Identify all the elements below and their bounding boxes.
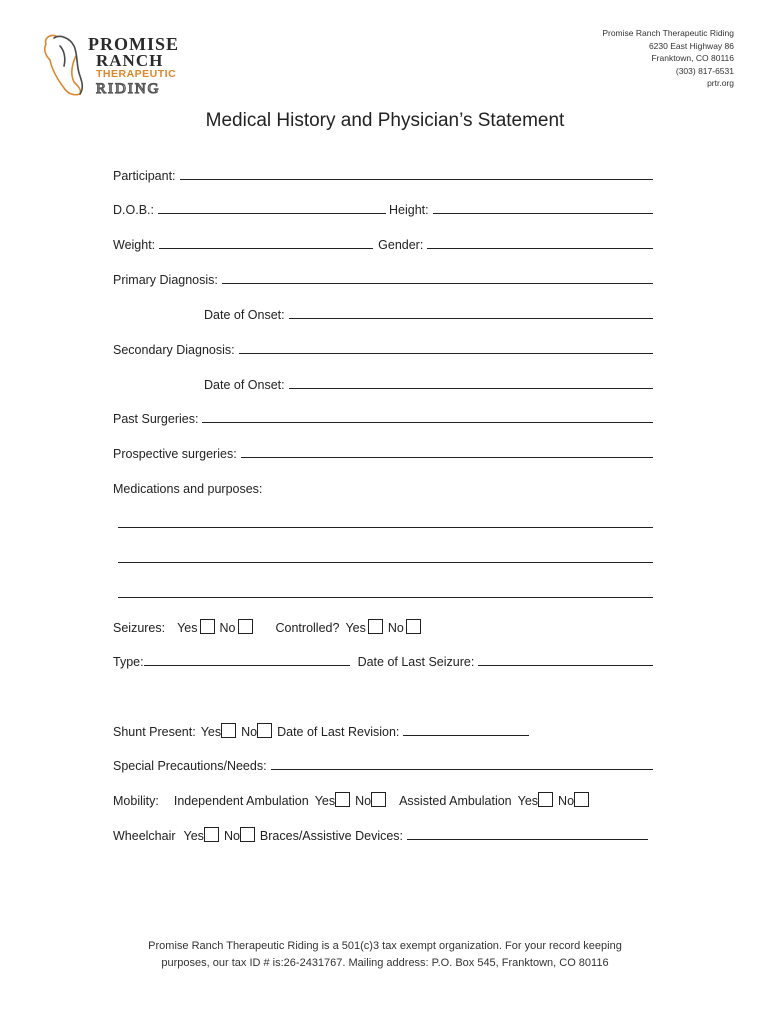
shunt-no-label: No xyxy=(241,725,258,739)
seizure-type-row xyxy=(113,649,653,669)
seizure-type-label: Type: xyxy=(113,655,144,669)
footer-note xyxy=(0,938,770,972)
wheelchair-yes-label: Yes xyxy=(183,829,204,843)
medications-field-3[interactable] xyxy=(118,585,653,598)
past-surgeries-label: Past Surgeries: xyxy=(113,412,199,426)
participant-row xyxy=(113,163,653,183)
wheelchair-no-checkbox[interactable] xyxy=(240,827,255,842)
seizure-type-field[interactable] xyxy=(144,653,350,666)
medications-line-2 xyxy=(118,546,653,566)
shunt-label: Shunt Present: xyxy=(113,725,196,739)
primary-onset-field[interactable] xyxy=(289,306,653,319)
secondary-diagnosis-row xyxy=(113,337,653,357)
participant-field[interactable] xyxy=(180,167,653,180)
medications-label: Medications and purposes: xyxy=(113,482,263,496)
org-website: prtr.org xyxy=(707,78,734,88)
shunt-yes-checkbox[interactable] xyxy=(221,723,236,738)
special-precautions-field[interactable] xyxy=(271,757,653,770)
dob-field[interactable] xyxy=(158,201,386,214)
weight-label: Weight: xyxy=(113,238,156,252)
footer-line-2: purposes, our tax ID # is:26-2431767. Mailing address: P.O. Box 545, Franktown, CO 80116 xyxy=(161,957,609,969)
weight-gender-row xyxy=(113,232,653,252)
medications-line-1 xyxy=(118,511,653,531)
height-label: Height: xyxy=(388,203,429,217)
assisted-yes-label: Yes xyxy=(517,794,539,808)
horse-head-icon xyxy=(45,35,83,94)
footer-line-1: Promise Ranch Therapeutic Riding is a 501(c)3 tax exempt organization. For your record keeping xyxy=(148,940,622,952)
wheelchair-no-label: No xyxy=(223,829,240,843)
organization-contact xyxy=(602,27,734,90)
shunt-row xyxy=(113,719,653,739)
braces-label: Braces/Assistive Devices: xyxy=(259,829,404,843)
org-name: Promise Ranch Therapeutic Riding xyxy=(602,28,734,38)
controlled-no-checkbox[interactable] xyxy=(406,619,421,634)
medications-line-3 xyxy=(118,581,653,601)
medications-field-1[interactable] xyxy=(118,515,653,528)
secondary-diagnosis-field[interactable] xyxy=(239,341,653,354)
independent-no-checkbox[interactable] xyxy=(371,792,386,807)
dob-label: D.O.B.: xyxy=(113,203,154,217)
wheelchair-row xyxy=(113,823,653,843)
shunt-no-checkbox[interactable] xyxy=(257,723,272,738)
logo-line-therapeutic: THERAPEUTIC xyxy=(96,68,177,80)
assisted-no-checkbox[interactable] xyxy=(574,792,589,807)
assisted-no-label: No xyxy=(558,794,575,808)
primary-diagnosis-label: Primary Diagnosis: xyxy=(113,273,218,287)
logo-line-promise: PROMISE xyxy=(88,34,180,54)
past-surgeries-field[interactable] xyxy=(202,410,653,423)
gender-field[interactable] xyxy=(427,236,653,249)
special-precautions-row xyxy=(113,753,653,773)
braces-field[interactable] xyxy=(407,827,648,840)
gender-label: Gender: xyxy=(378,238,424,252)
secondary-onset-label: Date of Onset: xyxy=(204,378,285,392)
last-revision-field[interactable] xyxy=(403,723,529,736)
primary-onset-row xyxy=(204,302,653,322)
seizures-yes-label: Yes xyxy=(177,621,198,635)
last-seizure-label: Date of Last Seizure: xyxy=(357,655,475,669)
last-seizure-field[interactable] xyxy=(478,653,653,666)
page-title: Medical History and Physician’s Statement xyxy=(205,110,565,131)
seizures-row xyxy=(113,615,653,635)
org-address-line1: 6230 East Highway 86 xyxy=(648,40,734,51)
seizures-yes-checkbox[interactable] xyxy=(200,619,215,634)
secondary-diagnosis-label: Secondary Diagnosis: xyxy=(113,343,235,357)
primary-onset-label: Date of Onset: xyxy=(204,308,285,322)
independent-yes-checkbox[interactable] xyxy=(335,792,350,807)
seizures-no-label: No xyxy=(219,621,236,635)
seizures-label: Seizures: xyxy=(113,621,166,635)
controlled-yes-checkbox[interactable] xyxy=(368,619,383,634)
medications-row xyxy=(113,476,653,496)
independent-yes-label: Yes xyxy=(314,794,336,808)
primary-diagnosis-field[interactable] xyxy=(222,271,653,284)
org-address-line2: Franktown, CO 80116 xyxy=(651,53,734,63)
medications-field-2[interactable] xyxy=(118,550,653,563)
weight-field[interactable] xyxy=(159,236,373,249)
independent-ambulation-label: Independent Ambulation xyxy=(173,794,309,808)
controlled-no-label: No xyxy=(387,621,404,635)
past-surgeries-row xyxy=(113,406,653,426)
wheelchair-yes-checkbox[interactable] xyxy=(204,827,219,842)
independent-no-label: No xyxy=(355,794,372,808)
secondary-onset-row xyxy=(204,372,653,392)
participant-label: Participant: xyxy=(113,169,176,183)
height-field[interactable] xyxy=(433,201,653,214)
wheelchair-label: Wheelchair xyxy=(113,829,176,843)
controlled-label: Controlled? xyxy=(275,621,340,635)
logo-line-ranch: RANCH xyxy=(96,51,164,70)
last-revision-label: Date of Last Revision: xyxy=(277,725,400,739)
prospective-surgeries-label: Prospective surgeries: xyxy=(113,447,237,461)
dob-height-row xyxy=(113,197,653,217)
promise-ranch-logo xyxy=(40,30,200,98)
org-phone: (303) 817-6531 xyxy=(675,65,734,76)
shunt-yes-label: Yes xyxy=(200,725,222,739)
mobility-row xyxy=(113,788,653,808)
controlled-yes-label: Yes xyxy=(345,621,366,635)
secondary-onset-field[interactable] xyxy=(289,376,653,389)
assisted-yes-checkbox[interactable] xyxy=(538,792,553,807)
mobility-label: Mobility: xyxy=(113,794,159,808)
special-precautions-label: Special Precautions/Needs: xyxy=(113,759,267,773)
primary-diagnosis-row xyxy=(113,267,653,287)
prospective-surgeries-row xyxy=(113,441,653,461)
logo-line-riding: RIDING xyxy=(96,81,161,97)
assisted-ambulation-label: Assisted Ambulation xyxy=(399,794,512,808)
seizures-no-checkbox[interactable] xyxy=(238,619,253,634)
prospective-surgeries-field[interactable] xyxy=(241,445,653,458)
